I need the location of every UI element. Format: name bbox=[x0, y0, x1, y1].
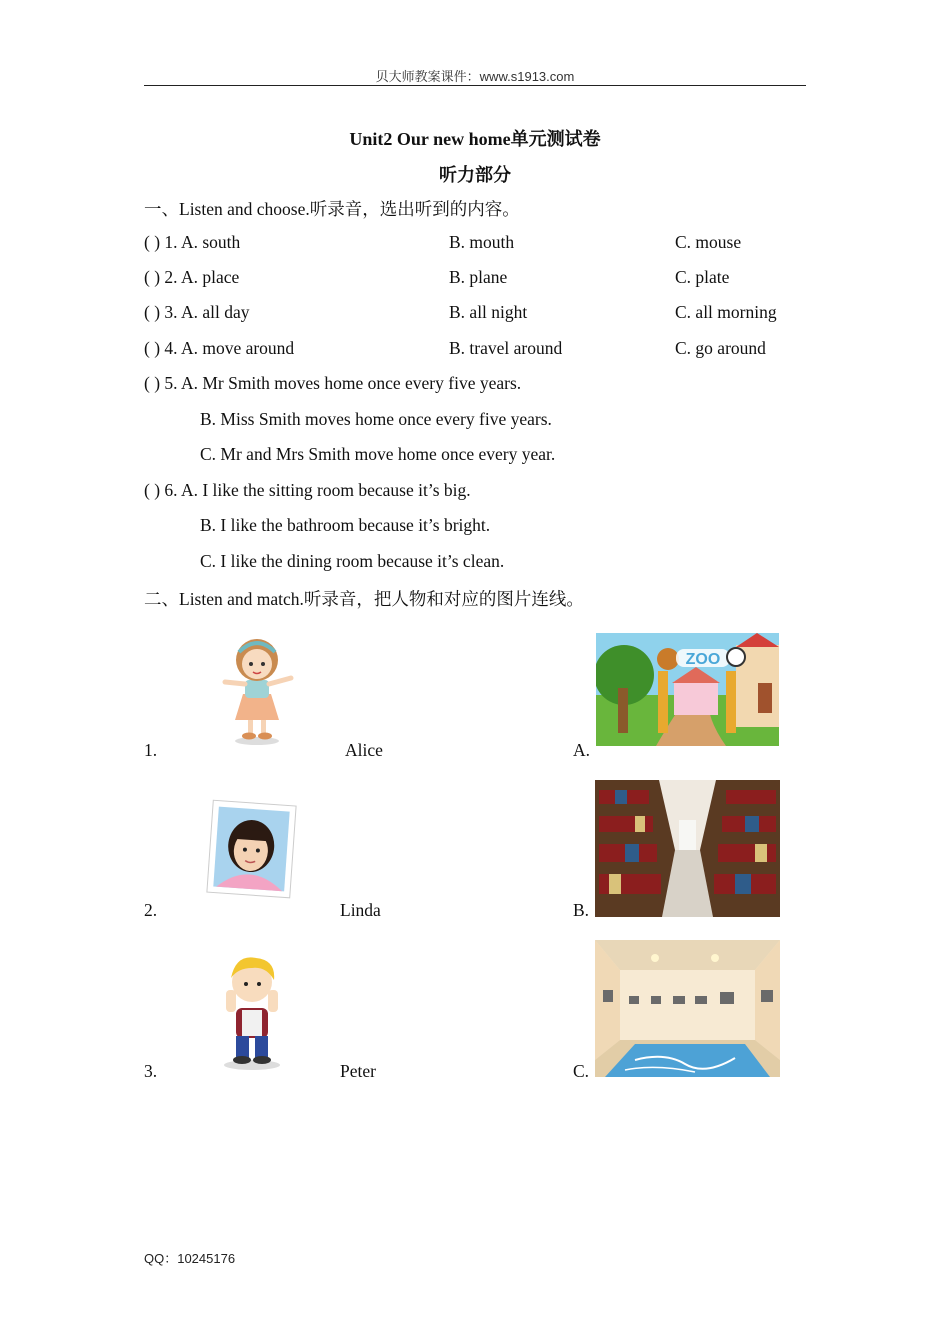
q2-option-b: B. plane bbox=[449, 267, 508, 287]
q2-option-c: C. plate bbox=[675, 267, 730, 287]
q1-option-b: B. mouth bbox=[449, 232, 515, 252]
q5-option-b: B. Miss Smith moves home once every five years. bbox=[200, 409, 552, 429]
gallery-room-picture bbox=[595, 940, 780, 1077]
page-title: Unit2 Our new home单元测试卷 bbox=[349, 129, 601, 149]
zoo-sign-text: ZOO bbox=[685, 651, 721, 668]
person-name-3: Peter bbox=[340, 1061, 376, 1081]
q3-option-b: B. all night bbox=[449, 302, 528, 322]
q5-option-c: C. Mr and Mrs Smith move home once every year. bbox=[200, 444, 556, 464]
place-letter-b: B. bbox=[573, 900, 590, 920]
section2-heading: 二、Listen and match.听录音，把人物和对应的图片连线。 bbox=[144, 589, 584, 609]
page-header: 贝大师教案课件：www.s1913.com bbox=[375, 69, 575, 84]
zoo-gate-picture bbox=[596, 633, 779, 746]
q3-option-a: ( ) 3. A. all day bbox=[144, 302, 250, 322]
linda-photo-picture bbox=[205, 798, 298, 901]
person-number-2: 2. bbox=[144, 900, 158, 920]
person-number-3: 3. bbox=[144, 1061, 158, 1081]
q4-option-a: ( ) 4. A. move around bbox=[144, 338, 295, 358]
alice-cartoon-picture bbox=[215, 632, 300, 747]
person-number-1: 1. bbox=[144, 740, 158, 760]
q6-option-b: B. I like the bathroom because it’s bright. bbox=[200, 515, 491, 535]
peter-cartoon-picture bbox=[216, 950, 288, 1072]
place-letter-a: A. bbox=[573, 740, 591, 760]
q5-option-a: ( ) 5. A. Mr Smith moves home once every five years. bbox=[144, 373, 522, 393]
q4-option-c: C. go around bbox=[675, 338, 766, 358]
page-footer: QQ：10245176 bbox=[144, 1251, 236, 1266]
person-name-2: Linda bbox=[340, 900, 381, 920]
place-letter-c: C. bbox=[573, 1061, 590, 1081]
q1-option-c: C. mouse bbox=[675, 232, 742, 252]
q3-option-c: C. all morning bbox=[675, 302, 777, 322]
q1-option-a: ( ) 1. A. south bbox=[144, 232, 241, 252]
q6-option-c: C. I like the dining room because it’s clean. bbox=[200, 551, 505, 571]
q4-option-b: B. travel around bbox=[449, 338, 563, 358]
q2-option-a: ( ) 2. A. place bbox=[144, 267, 240, 287]
q6-option-a: ( ) 6. A. I like the sitting room because it’s big. bbox=[144, 480, 471, 500]
header-rule bbox=[144, 85, 806, 86]
page-subtitle: 听力部分 bbox=[439, 165, 511, 185]
person-name-1: Alice bbox=[345, 740, 383, 760]
library-picture bbox=[595, 780, 780, 917]
section1-heading: 一、Listen and choose.听录音，选出听到的内容。 bbox=[144, 199, 520, 219]
